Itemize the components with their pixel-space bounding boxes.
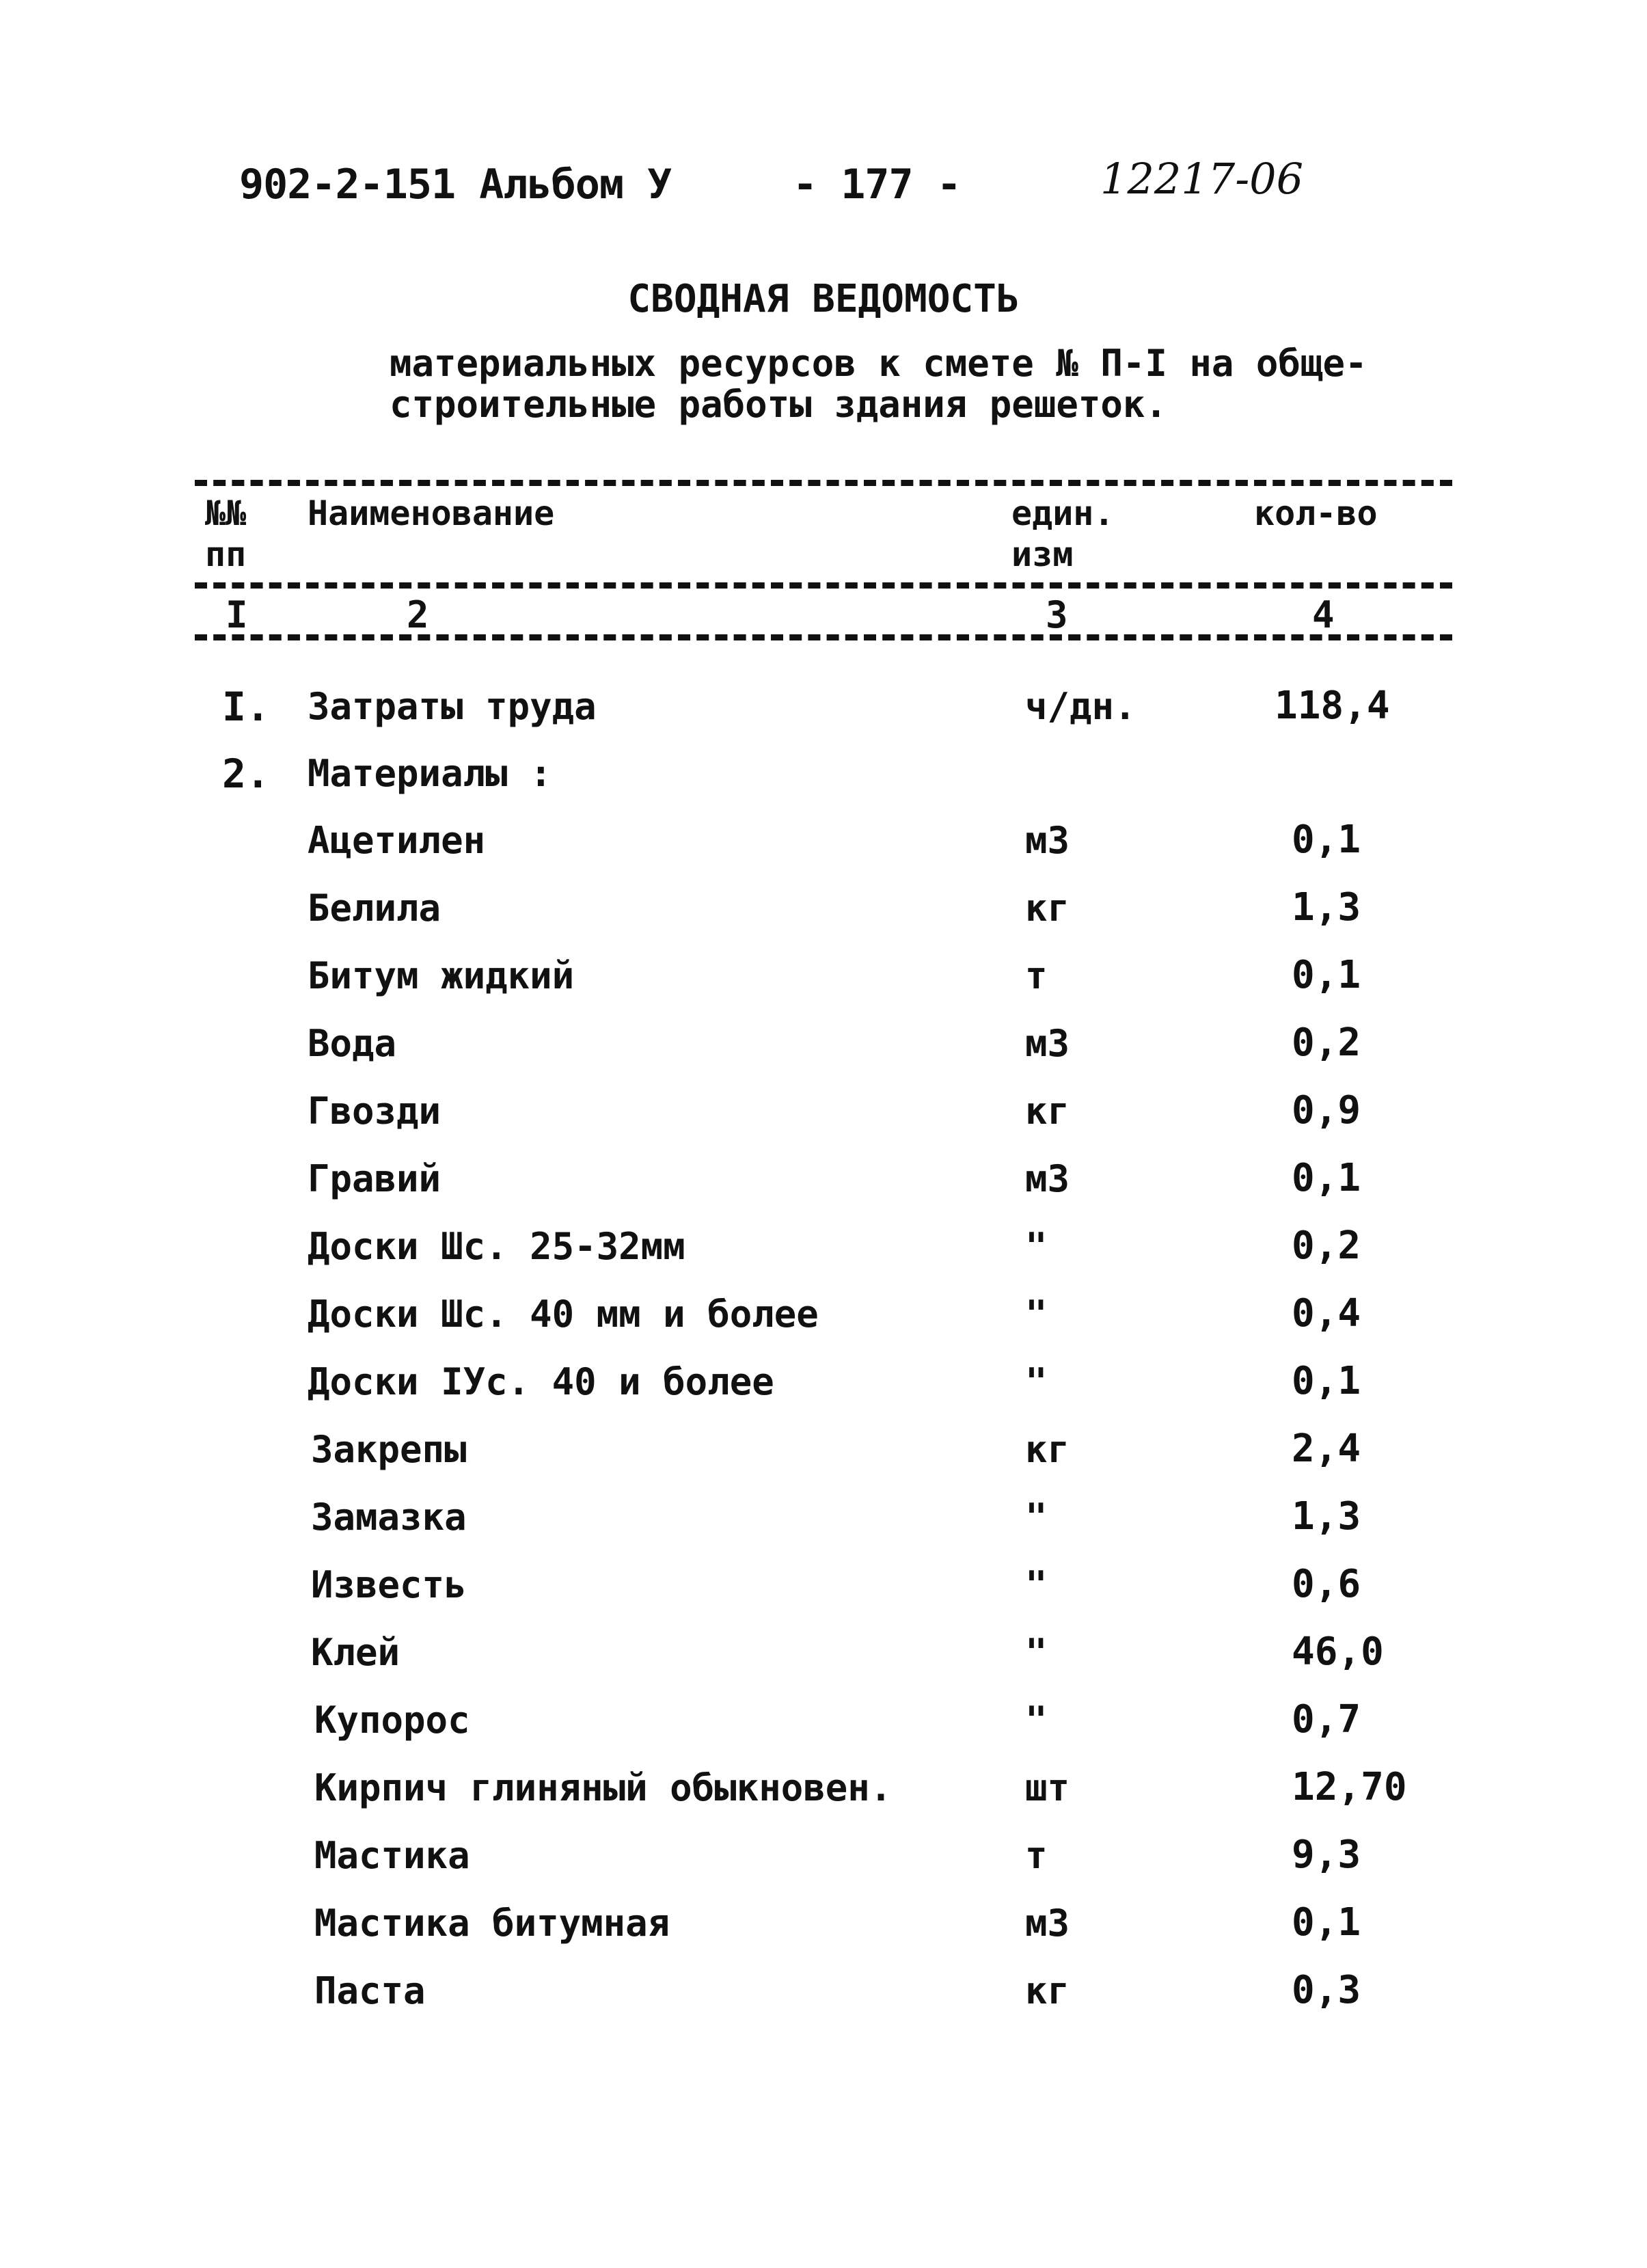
column-number: 4 (1312, 593, 1335, 636)
column-header-name: Наименование (308, 494, 555, 533)
row-quantity: 0,7 (1292, 1697, 1361, 1742)
row-quantity: 0,1 (1292, 953, 1361, 997)
table-rule-middle (195, 582, 1452, 589)
row-name: Закрепы (311, 1428, 467, 1471)
row-unit: " (1025, 1293, 1048, 1336)
row-quantity: 0,9 (1292, 1088, 1361, 1133)
row-quantity: 0,1 (1292, 818, 1361, 862)
row-name: Доски IУс. 40 и более (308, 1360, 774, 1403)
row-unit: м3 (1025, 1902, 1070, 1945)
doc-subtitle-line: материальных ресурсов к смете № П-I на обще- (390, 342, 1367, 385)
row-name: Паста (314, 1969, 426, 2012)
row-unit: кг (1025, 1090, 1070, 1133)
row-name: Доски Шс. 40 мм и более (308, 1293, 819, 1336)
row-name: Затраты труда (308, 685, 597, 728)
row-name: Белила (308, 887, 441, 930)
row-quantity: 118,4 (1275, 684, 1390, 728)
column-header-unit: изм (1011, 535, 1074, 574)
row-quantity: 0,3 (1292, 1968, 1361, 2012)
row-name: Материалы : (308, 752, 552, 795)
row-name: Гравий (308, 1157, 441, 1200)
doc-subtitle-line: строительные работы здания решеток. (390, 383, 1167, 426)
row-number: 2. (222, 751, 270, 797)
row-unit: " (1025, 1496, 1048, 1539)
row-name: Кирпич глиняный обыкновен. (314, 1766, 893, 1809)
row-quantity: 46,0 (1292, 1630, 1384, 1674)
row-name: Вода (308, 1022, 397, 1065)
row-quantity: 0,6 (1292, 1562, 1361, 1606)
row-unit: " (1025, 1360, 1048, 1403)
row-name: Купорос (314, 1699, 470, 1742)
column-number: I (226, 593, 248, 636)
row-unit: м3 (1025, 1157, 1070, 1200)
archive-number: 12217-06 (1100, 154, 1304, 204)
table-rule-top (195, 480, 1452, 486)
row-name: Мастика битумная (314, 1902, 670, 1945)
row-quantity: 0,1 (1292, 1156, 1361, 1200)
row-number: I. (222, 684, 270, 730)
row-quantity: 0,4 (1292, 1291, 1361, 1336)
row-unit: т (1025, 1834, 1048, 1877)
column-header-unit: един. (1011, 494, 1115, 533)
row-name: Гвозди (308, 1090, 441, 1133)
row-unit: кг (1025, 887, 1070, 930)
row-unit: м3 (1025, 1022, 1070, 1065)
row-quantity: 0,1 (1292, 1900, 1361, 1945)
row-quantity: 1,3 (1292, 1494, 1361, 1539)
column-header-quantity: кол-во (1254, 494, 1378, 533)
doc-code: 902-2-151 Альбом У (239, 161, 672, 208)
row-unit: т (1025, 954, 1048, 997)
row-unit: " (1025, 1631, 1048, 1674)
table-rule-bottom (195, 634, 1452, 640)
row-quantity: 12,70 (1292, 1765, 1407, 1809)
row-unit: " (1025, 1563, 1048, 1606)
row-unit: " (1025, 1699, 1048, 1742)
column-header-number: №№ (205, 494, 247, 533)
row-unit: кг (1025, 1428, 1070, 1471)
row-unit: " (1025, 1225, 1048, 1268)
row-unit: шт (1025, 1766, 1070, 1809)
column-number: 3 (1046, 593, 1068, 636)
row-unit: кг (1025, 1969, 1070, 2012)
row-quantity: 0,2 (1292, 1021, 1361, 1065)
row-quantity: 0,2 (1292, 1224, 1361, 1268)
row-name: Ацетилен (308, 819, 486, 862)
row-name: Замазка (311, 1496, 467, 1539)
row-quantity: 9,3 (1292, 1833, 1361, 1877)
doc-title: СВОДНАЯ ВЕДОМОСТЬ (627, 277, 1020, 321)
column-number: 2 (407, 593, 429, 636)
row-name: Клей (311, 1631, 400, 1674)
row-name: Мастика (314, 1834, 470, 1877)
row-quantity: 2,4 (1292, 1427, 1361, 1471)
row-name: Доски Шс. 25-32мм (308, 1225, 685, 1268)
row-quantity: 1,3 (1292, 885, 1361, 930)
column-header-number: пп (205, 535, 247, 574)
row-unit: ч/дн. (1025, 685, 1136, 728)
row-name: Битум жидкий (308, 954, 575, 997)
page-number: - 177 - (793, 161, 961, 208)
row-quantity: 0,1 (1292, 1359, 1361, 1403)
row-unit: м3 (1025, 819, 1070, 862)
row-name: Известь (311, 1563, 467, 1606)
